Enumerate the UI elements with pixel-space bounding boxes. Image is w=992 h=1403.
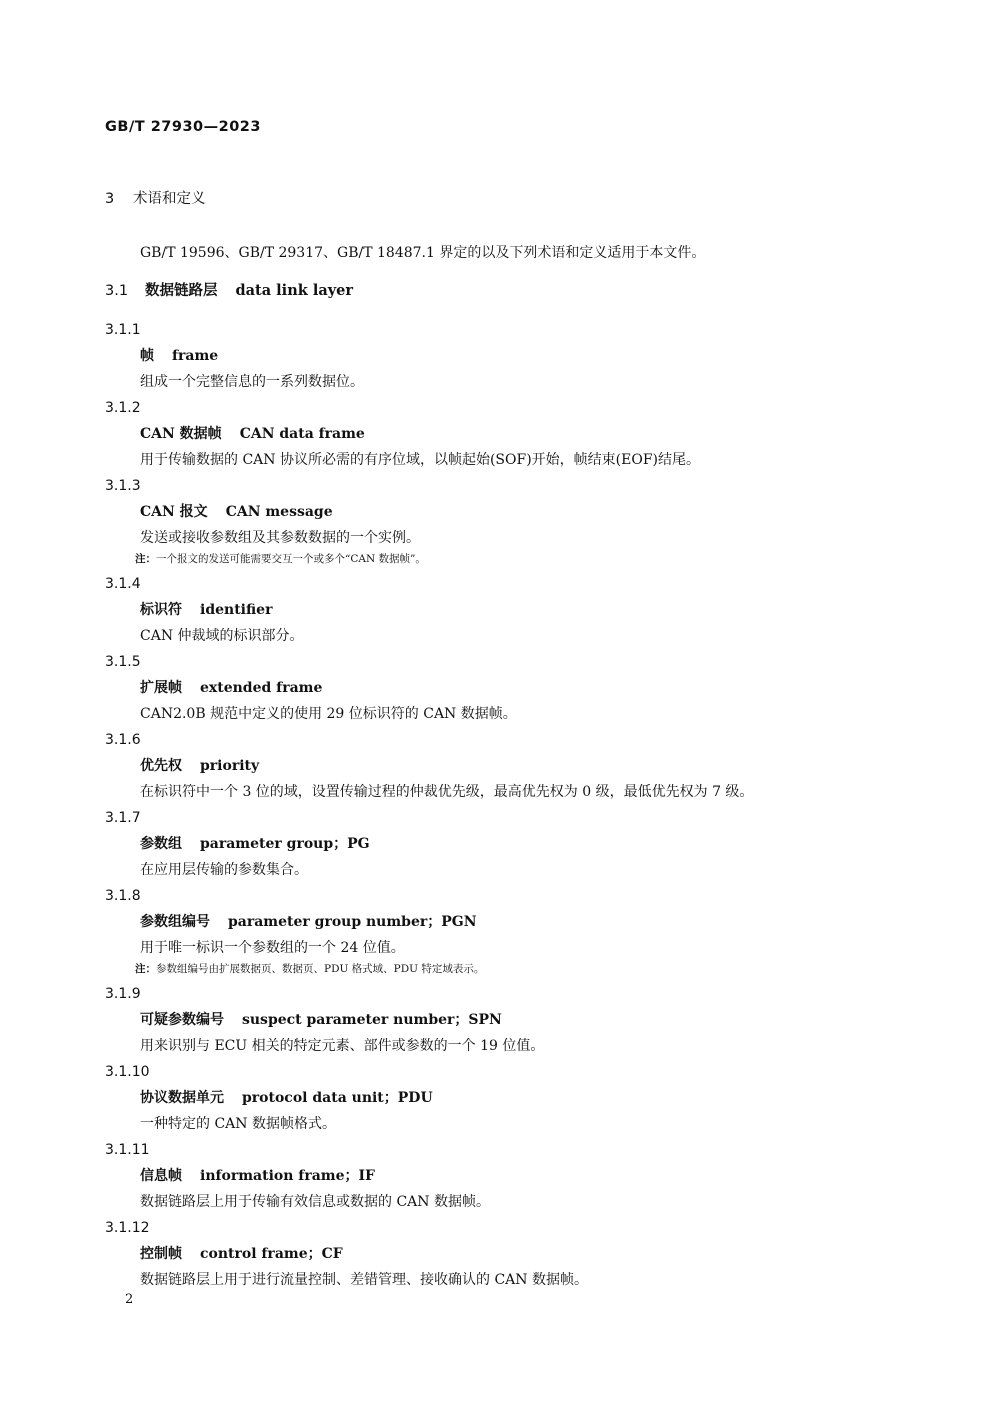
section-number: 3.1 [105, 283, 129, 299]
term-name-cn: 优先权 [140, 758, 182, 774]
term-name-en: control frame；CF [200, 1246, 343, 1262]
page-number: 2 [125, 1292, 134, 1307]
term-name-cn: CAN 数据帧 [140, 426, 222, 442]
term-name [140, 678, 992, 704]
term-name-en: protocol data unit；PDU [242, 1090, 433, 1106]
term-name-cn: 参数组编号 [140, 914, 210, 930]
term-name [140, 1088, 992, 1114]
term-number: 3.1.8 [105, 888, 141, 904]
term-number: 3.1.3 [105, 478, 141, 494]
term-definition: CAN 仲裁域的标识部分。 [140, 628, 304, 644]
term-definition: 数据链路层上用于进行流量控制、差错管理、接收确认的 CAN 数据帧。 [140, 1272, 588, 1288]
term-definition: 组成一个完整信息的一系列数据位。 [140, 374, 364, 390]
term-number: 3.1.5 [105, 654, 141, 670]
term-entry [0, 984, 992, 1062]
term-entry [0, 652, 992, 730]
term-entry [0, 808, 992, 886]
term-name-cn: 协议数据单元 [140, 1090, 224, 1106]
term-number: 3.1.9 [105, 986, 141, 1002]
term-definition: 在应用层传输的参数集合。 [140, 862, 308, 878]
term-name-cn: 标识符 [140, 602, 182, 618]
term-name-cn: 帧 [140, 348, 154, 364]
term-name-en: frame [172, 348, 219, 364]
term-name [140, 1010, 992, 1036]
term-number: 3.1.1 [105, 322, 141, 338]
section-title-cn: 数据链路层 [145, 282, 218, 299]
term-name-en: priority [200, 758, 260, 774]
term-name [140, 756, 992, 782]
term-name-en: information frame；IF [200, 1168, 375, 1184]
chapter-title: 术语和定义 [133, 191, 206, 207]
chapter-heading [105, 192, 206, 207]
term-name-en: suspect parameter number；SPN [242, 1012, 502, 1028]
term-name-en: CAN message [225, 504, 333, 520]
section-heading [105, 284, 353, 299]
note-label: 注： [135, 553, 156, 565]
term-definition: 用于唯一标识一个参数组的一个 24 位值。 [140, 940, 405, 956]
term-name-en: identifier [200, 602, 273, 618]
term-number: 3.1.12 [105, 1220, 150, 1236]
section-title-en: data link layer [235, 282, 354, 299]
term-note [135, 551, 992, 574]
intro-paragraph: GB/T 19596、GB/T 29317、GB/T 18487.1 界定的以及下列术语和定义适用于本文件。 [140, 245, 706, 261]
standard-number-header: GB/T 27930—2023 [105, 119, 261, 135]
terms-list [0, 320, 992, 1296]
term-number: 3.1.7 [105, 810, 141, 826]
term-name [140, 600, 992, 626]
term-entry [0, 730, 992, 808]
term-definition: 发送或接收参数组及其参数数据的一个实例。 [140, 530, 420, 546]
term-entry [0, 1218, 992, 1296]
term-definition: 用来识别与 ECU 相关的特定元素、部件或参数的一个 19 位值。 [140, 1038, 545, 1054]
term-name [140, 502, 992, 528]
chapter-number: 3 [105, 191, 115, 207]
term-number: 3.1.4 [105, 576, 141, 592]
term-definition: 一种特定的 CAN 数据帧格式。 [140, 1116, 336, 1132]
term-number: 3.1.6 [105, 732, 141, 748]
term-name [140, 1166, 992, 1192]
term-entry [0, 1062, 992, 1140]
term-name [140, 834, 992, 860]
term-name [140, 912, 992, 938]
term-name [140, 1244, 992, 1270]
term-name-en: parameter group；PG [200, 836, 370, 852]
term-entry [0, 1140, 992, 1218]
term-name-en: extended frame [200, 680, 323, 696]
term-definition: 用于传输数据的 CAN 协议所必需的有序位域，以帧起始(SOF)开始，帧结束(EOF)结尾。 [140, 452, 701, 468]
term-name [140, 346, 992, 372]
term-definition: CAN2.0B 规范中定义的使用 29 位标识符的 CAN 数据帧。 [140, 706, 517, 722]
term-name-cn: CAN 报文 [140, 504, 208, 520]
term-entry [0, 886, 992, 984]
term-name-cn: 信息帧 [140, 1168, 182, 1184]
term-name-en: parameter group number；PGN [228, 914, 477, 930]
term-number: 3.1.10 [105, 1064, 150, 1080]
term-name-cn: 参数组 [140, 836, 182, 852]
term-note [135, 961, 992, 984]
term-name-cn: 控制帧 [140, 1246, 182, 1262]
term-definition: 在标识符中一个 3 位的域，设置传输过程的仲裁优先级，最高优先权为 0 级，最低优先权为 7 级。 [140, 784, 754, 800]
term-name [140, 424, 992, 450]
term-name-en: CAN data frame [239, 426, 365, 442]
term-number: 3.1.11 [105, 1142, 150, 1158]
term-entry [0, 476, 992, 574]
term-number: 3.1.2 [105, 400, 141, 416]
term-entry [0, 320, 992, 398]
term-entry [0, 574, 992, 652]
note-text: 一个报文的发送可能需要交互一个或多个“CAN 数据帧”。 [156, 553, 426, 565]
term-name-cn: 可疑参数编号 [140, 1012, 224, 1028]
term-definition: 数据链路层上用于传输有效信息或数据的 CAN 数据帧。 [140, 1194, 490, 1210]
note-label: 注： [135, 963, 156, 975]
note-text: 参数组编号由扩展数据页、数据页、PDU 格式域、PDU 特定域表示。 [156, 963, 485, 975]
term-name-cn: 扩展帧 [140, 680, 182, 696]
term-entry [0, 398, 992, 476]
